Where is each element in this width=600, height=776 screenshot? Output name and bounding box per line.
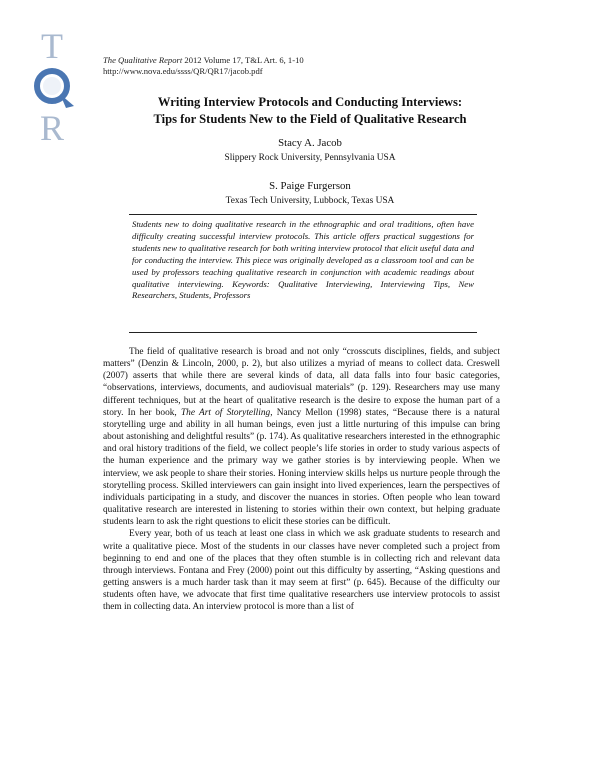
author-affiliation-1: Slippery Rock University, Pennsylvania USA — [224, 153, 396, 163]
journal-logo — [28, 26, 80, 144]
body-text — [103, 346, 500, 613]
author-name-1: Stacy A. Jacob — [278, 137, 342, 149]
paper-title — [100, 94, 520, 128]
author-name-2: S. Paige Furgerson — [269, 180, 351, 192]
abstract: Students new to doing qualitative research in the ethnographic and oral traditions, often have difficulty creating successful interview protocols. This article offers practical suggestions for students new to qualitative research for both writing interview protocol that elicit useful data and for conducting the interview. This piece was originally developed as a classroom tool and can be used by professors teaching qualitative research in conjunction with academic readings about qualitative interviewing. Keywords: Qualitative Interviewing, Interviewing Tips, New Researchers, Students, Professors — [129, 214, 477, 333]
paragraph-1-part-a: The field of qualitative research is broad and not only “crosscuts disciplines, fields, and subject matters” (Denzin & Lincoln, 2000, p. 2), but also utilizes a myriad of means to collect data. Creswell (2007) asserts that while there are several kinds of data, all data falls into four basic categories, “observations, interviews, documents, and audiovisual materials” (p. 129). Researchers may use many different techniques, but at the heart of qualitative research is the desire to expose the human part of a story. In her book, — [103, 347, 500, 418]
journal-name: The Qualitative Report — [103, 55, 183, 65]
logo-q-inner — [43, 77, 61, 95]
logo-letter-r: R — [39, 108, 65, 144]
tqr-logo-icon — [28, 26, 80, 144]
author-affiliation-2: Texas Tech University, Lubbock, Texas USA — [225, 196, 395, 206]
article-url[interactable]: http://www.nova.edu/ssss/QR/QR17/jacob.pdf — [103, 66, 263, 76]
book-title: The Art of Storytelling — [180, 407, 271, 418]
logo-letter-t: T — [41, 26, 63, 66]
paragraph-2: Every year, both of us teach at least one class in which we ask graduate students to research and write a qualitative piece. Most of the students in our classes have never completed such a project from beginning to end and one of the places that they often stumble is in collecting rich and relevant data through interviews. Fontana and Frey (2000) point out this difficulty by asserting, “Asking questions and getting answers is a much harder task than it may seem at first” (p. 645). Because of the difficulty our students often have, we advocate that first time qualitative researchers use interview protocols to assist them in collecting data. An interview protocol is more than a list of — [103, 529, 500, 613]
title-line-1: Writing Interview Protocols and Conducting Interviews: — [157, 95, 463, 109]
citation-info: 2012 Volume 17, T&L Art. 6, 1-10 — [184, 55, 304, 65]
paragraph-1 — [103, 346, 500, 528]
journal-citation — [103, 55, 304, 77]
paragraph-1-part-b: , Nancy Mellon (1998) states, “Because there is a natural storytelling urge and ability in all human beings, even just a little nurturing of this impulse can bring about astonishing and delightful results” (p. 174). As qualitative researchers interested in the ethnographic and oral history traditions of the field, we collect people’s life stories in order to study various aspects of the human experience and the primary way we gather stories is by interviewing people. When we interview, we ask people to share their stories. Honing interview skills helps us nurture people through the storytelling process. Skilled interviewers can gain insight into lived experiences, learn the perspectives of individuals participating in a study, and discover the nuances in stories. Often people who lean toward qualitative research are interested in listening to stories within their own context, but helping graduate students learn to ask the right questions to elicit these stories can be difficult. — [103, 407, 501, 528]
title-line-2: Tips for Students New to the Field of Qualitative Research — [153, 112, 467, 126]
logo-q-tail — [60, 94, 74, 108]
